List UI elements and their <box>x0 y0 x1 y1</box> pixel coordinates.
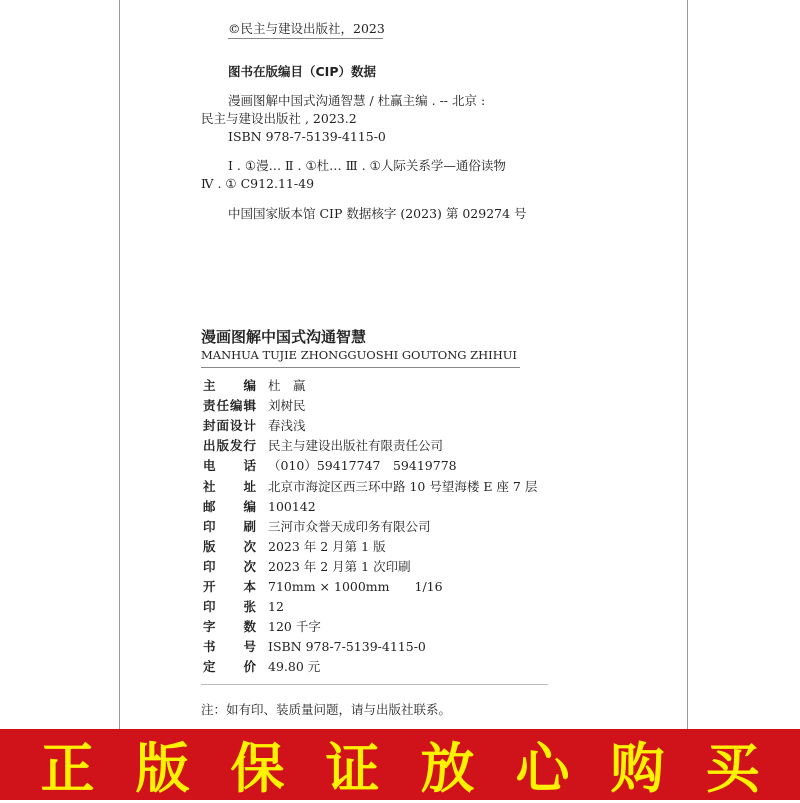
detail-value: 刘树民 <box>268 398 306 414</box>
detail-value: （010）59417747 59419778 <box>268 458 457 474</box>
cip-line: 民主与建设出版社 , 2023.2 <box>201 111 357 126</box>
divider <box>228 38 383 39</box>
detail-label: 字数 <box>203 619 256 635</box>
detail-value: 民主与建设出版社有限责任公司 <box>268 438 444 454</box>
detail-label: 印张 <box>203 599 256 615</box>
banner-char: 保 <box>230 737 285 800</box>
quality-note: 注：如有印、装质量问题，请与出版社联系。 <box>201 702 452 717</box>
banner-char: 证 <box>325 737 380 800</box>
detail-value: 100142 <box>268 498 316 514</box>
detail-value: 北京市海淀区西三环中路 10 号望海楼 E 座 7 层 <box>268 478 538 494</box>
cip-line: Ⅰ . ①漫… Ⅱ . ①杜… Ⅲ . ①人际关系学—通俗读物 <box>228 158 506 173</box>
book-pinyin: MANHUA TUJIE ZHONGGUOSHI GOUTONG ZHIHUI <box>201 348 517 362</box>
detail-label: 责任编辑 <box>203 398 256 414</box>
detail-value: 710mm × 1000mm 1/16 <box>268 579 443 594</box>
detail-label: 印刷 <box>203 518 256 534</box>
cip-line: Ⅳ . ① C912.11-49 <box>201 176 315 191</box>
detail-label: 定价 <box>203 659 256 675</box>
detail-label: 邮编 <box>203 498 256 514</box>
detail-value: 杜 赢 <box>268 378 306 393</box>
detail-value: ISBN 978-7-5139-4115-0 <box>268 639 426 655</box>
detail-value: 120 千字 <box>268 619 321 635</box>
detail-value: 春浅浅 <box>268 418 306 434</box>
banner-char: 心 <box>515 737 570 800</box>
banner-char: 放 <box>420 737 475 800</box>
banner-char: 买 <box>705 737 760 800</box>
detail-label: 书号 <box>203 639 256 655</box>
detail-label: 封面设计 <box>203 418 256 434</box>
detail-label: 社址 <box>203 478 256 494</box>
detail-label: 版次 <box>203 538 256 554</box>
divider <box>201 367 520 368</box>
detail-label: 印次 <box>203 558 256 574</box>
cip-title: 图书在版编目（CIP）数据 <box>228 64 376 79</box>
detail-value: 2023 年 2 月第 1 版 <box>268 538 386 554</box>
detail-value: 12 <box>268 599 284 615</box>
detail-value: 49.80 元 <box>268 659 321 675</box>
genuine-guarantee-banner <box>0 729 800 800</box>
cip-line: 中国国家版本馆 CIP 数据核字 (2023) 第 029274 号 <box>228 206 527 221</box>
banner-char: 正 <box>40 737 95 800</box>
detail-label: 主编 <box>203 378 256 393</box>
banner-char: 购 <box>610 737 665 800</box>
detail-label: 开本 <box>203 579 256 594</box>
book-title: 漫画图解中国式沟通智慧 <box>201 328 367 346</box>
divider <box>201 684 548 685</box>
detail-value: 三河市众誉天成印务有限公司 <box>268 518 431 534</box>
copyright-line: ©民主与建设出版社，2023 <box>228 21 385 36</box>
cip-line: 漫画图解中国式沟通智慧 / 杜赢主编 . -- 北京 : <box>228 93 486 108</box>
detail-label: 出版发行 <box>203 438 256 454</box>
cip-line: ISBN 978-7-5139-4115-0 <box>228 129 386 144</box>
detail-value: 2023 年 2 月第 1 次印刷 <box>268 558 411 574</box>
detail-label: 电话 <box>203 458 256 474</box>
banner-char: 版 <box>135 737 190 800</box>
